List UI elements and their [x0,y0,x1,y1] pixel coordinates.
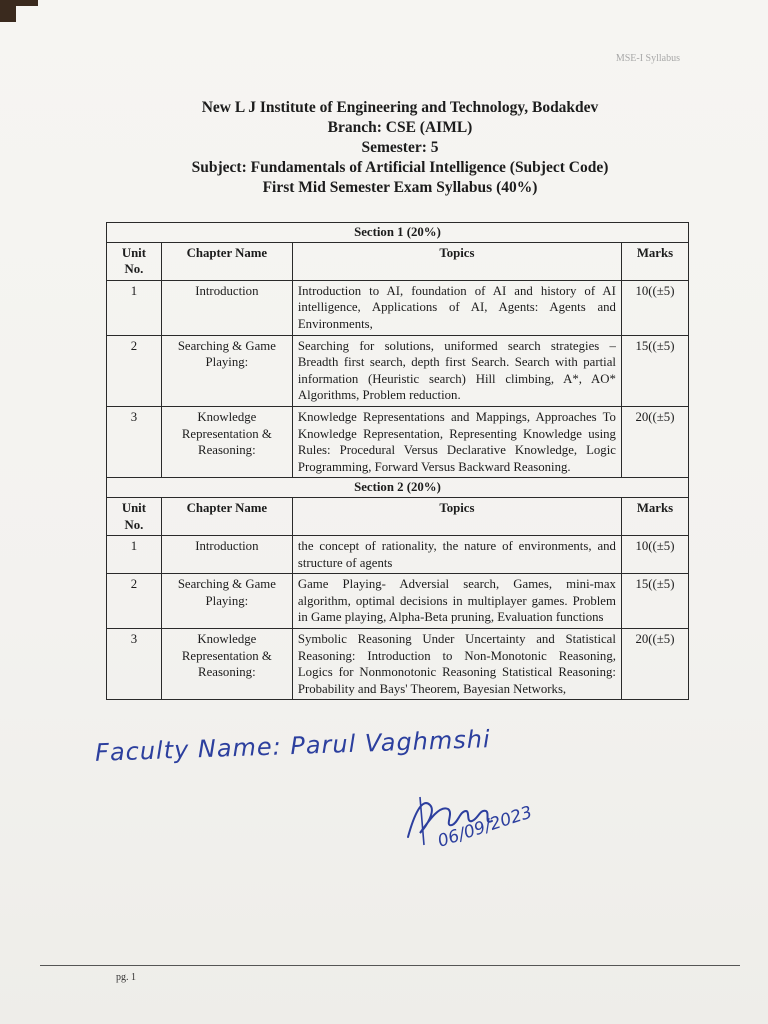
institute-title: New L J Institute of Engineering and Technology, Bodakdev [201,99,599,116]
table-row [107,335,689,406]
marks-cell: 15((±5) [621,335,688,406]
chapter-cell: Searching & Game Playing: [161,335,292,406]
topics-cell: Searching for solutions, uniformed search strategies – Breadth first search, depth first Search. Search with partial information (Heuristic search) Hill climbing, A*, AO* Algorithms, Problem reduction. [292,335,621,406]
marks-column-header: Marks [621,242,688,280]
topics-cell: Knowledge Representations and Mappings, Approaches To Knowledge Representation, Representing Knowledge using Rules: Procedural Versus Declarative Knowledge, Logic Programming, Forward Versus Backward Reasoning. [292,406,621,477]
chapter-cell: Knowledge Representation & Reasoning: [161,629,292,700]
column-header-row [107,242,689,280]
topics-column-header: Topics [292,242,621,280]
header-label: MSE-I Syllabus [615,53,680,64]
table-row [107,280,689,335]
chapter-column-header: Chapter Name [161,497,292,535]
corner-staple-mark [0,0,16,22]
branch-title: Branch: CSE (AIML) [327,119,473,136]
chapter-cell: Knowledge Representation & Reasoning: [161,406,292,477]
section-header-row [107,223,689,243]
section-header-row [107,478,689,498]
chapter-cell: Introduction [161,536,292,574]
semester-title: Semester: 5 [361,139,439,156]
unit-cell: 1 [107,536,162,574]
exam-title: First Mid Semester Exam Syllabus (40%) [262,179,538,196]
unit-column-header: Unit No. [107,497,162,535]
unit-column-header: Unit No. [107,242,162,280]
topics-cell: Introduction to AI, foundation of AI and history of AI intelligence, Applications of AI, Agents: Agents and Environments, [292,280,621,335]
topics-cell: Game Playing- Adversial search, Games, mini-max algorithm, optimal decisions in multiplayer games. Problem in Game playing, Alpha-Beta pruning, Evaluation functions [292,574,621,629]
marks-cell: 15((±5) [621,574,688,629]
syllabus-table [106,222,689,700]
topics-cell: the concept of rationality, the nature of environments, and structure of agents [292,536,621,574]
marks-cell: 10((±5) [621,280,688,335]
faculty-name-handwritten: Faculty Name: Parul Vaghmshi [94,725,492,767]
marks-cell: 20((±5) [621,406,688,477]
marks-column-header: Marks [621,497,688,535]
table-row [107,629,689,700]
unit-cell: 3 [107,406,162,477]
unit-cell: 2 [107,335,162,406]
section-title: Section 1 (20%) [107,223,689,243]
chapter-cell: Searching & Game Playing: [161,574,292,629]
unit-cell: 1 [107,280,162,335]
topics-cell: Symbolic Reasoning Under Uncertainty and Statistical Reasoning: Introduction to Non-Monotonic Reasoning, Logics for Nonmonotonic Reasoning Statistical Reasoning: Probability and Bays' Theorem, Bayesian Networks, [292,629,621,700]
footer-divider [40,965,740,966]
marks-cell: 20((±5) [621,629,688,700]
unit-cell: 3 [107,629,162,700]
chapter-cell: Introduction [161,280,292,335]
unit-cell: 2 [107,574,162,629]
table-row [107,574,689,629]
marks-cell: 10((±5) [621,536,688,574]
title-block [0,98,768,198]
table-row [107,406,689,477]
chapter-column-header: Chapter Name [161,242,292,280]
signature-icon [400,775,580,855]
signature-date: 06/09/2023 [435,802,535,852]
subject-title: Subject: Fundamentals of Artificial Intelligence (Subject Code) [191,159,609,176]
table-row [107,536,689,574]
page-number: pg. 1 [116,972,136,983]
topics-column-header: Topics [292,497,621,535]
section-title: Section 2 (20%) [107,478,689,498]
column-header-row [107,497,689,535]
